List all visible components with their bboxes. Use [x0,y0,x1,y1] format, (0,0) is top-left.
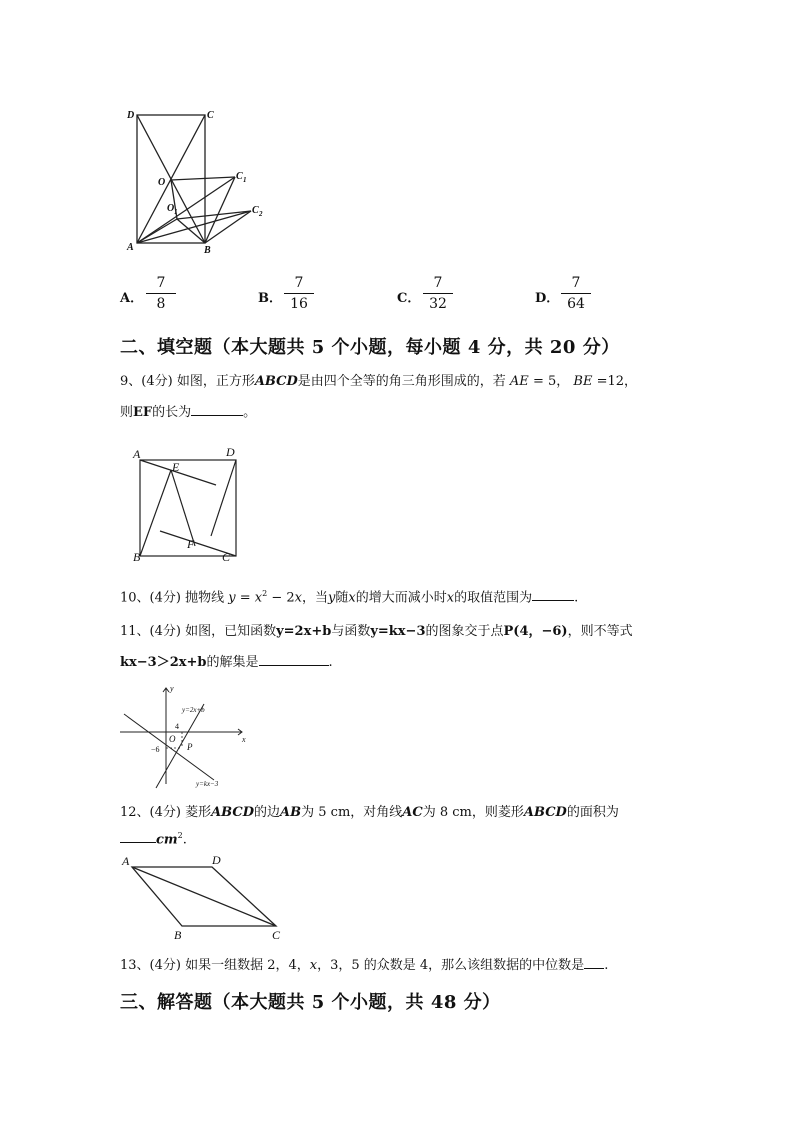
figure-square-four-triangles [130,442,250,564]
q10-text-1: 10、(4分) 抛物线 [120,590,225,606]
label-o1: O [167,203,175,214]
q11-text-5: 的解集是 [206,655,259,670]
q10-text-4: 的增大而减小时 [355,590,447,606]
q9-label-f: F [187,537,195,551]
option-c-label: C． [397,291,421,306]
q9-abcd: ABCD [254,374,298,389]
q10-text-2: ，当 [301,590,328,606]
q12-text-1: 12、(4分) 菱形 [120,805,212,820]
q9-ae: AE [509,374,529,389]
q10-x1: x [254,590,263,606]
label-o1-sub: 1 [174,208,178,216]
q12-text-3: 为 5 cm，对角线 [301,805,403,820]
q9-label-e: E [172,460,180,474]
option-c-fraction [423,274,453,313]
q13-end: . [604,958,609,973]
q9-be-value: =12， [592,374,638,389]
q12-label-a: A [122,854,130,868]
option-d-denominator: 64 [567,296,585,312]
q11-text-4: ，则不等式 [567,624,633,639]
section-2-heading: 二、填空题（本大题共 5 个小题，每小题 4 分，共 20 分） [120,337,620,358]
q10-text-3: 随 [335,590,349,606]
q12-text-2: 的边 [254,805,281,820]
q10-y: y [228,590,236,606]
q10-x3: x [348,590,356,606]
label-o: O [158,177,166,188]
label-d: D [127,110,135,121]
q13-x: x [309,958,318,973]
label-c1-sub: 1 [243,176,247,184]
option-d-label: D． [535,291,560,306]
q12-answer-blank[interactable] [120,829,156,843]
q9-answer-blank[interactable] [191,402,243,416]
q13-answer-blank[interactable] [584,955,604,969]
option-c-numerator: 7 [433,275,443,291]
q10-eq: = [235,590,255,606]
label-a: A [127,242,134,253]
q9-text-2: 是由四个全等的角三角形围成的，若 [297,374,506,389]
q12-end: . [182,832,187,848]
q12-unit: cm [156,832,178,848]
q12-label-c: C [272,928,281,942]
question-12-line-2 [120,826,187,850]
q13-text-1: 13、(4分) 如果一组数据 2，4， [120,958,310,973]
q12-label-d: D [212,853,221,867]
q9-label-a: A [133,447,141,461]
q11-axis-y: y [170,684,174,693]
label-b: B [204,245,211,255]
q11-text-3: 的图象交于点 [425,624,504,639]
q11-line-label-2: y=kx−3 [196,780,219,788]
option-d-fraction [561,274,591,313]
option-b-numerator: 7 [294,275,304,291]
q9-text-5: 。 [243,405,257,420]
q10-text-5: 的取值范围为 [454,590,533,606]
q12-ab: AB [280,805,302,820]
q11-inequality: kx−3＞2x+b [120,655,207,670]
label-c2-sub: 2 [259,210,263,218]
q10-answer-blank[interactable] [532,587,574,601]
q11-point: P(4，−6) [503,624,568,639]
q11-text-1: 11、(4分) 如图，已知函数 [120,624,277,639]
option-a-numerator: 7 [156,275,166,291]
option-a-fraction [146,274,176,313]
option-d-numerator: 7 [571,275,581,291]
q12-ac: AC [402,805,423,820]
q9-label-b: B [133,550,141,564]
q10-y2: y [328,590,336,606]
figure-rhombus [118,850,298,942]
q9-label-c: C [222,550,231,564]
q11-tick-4: 4 [175,722,179,731]
option-b-label: B． [258,291,282,306]
q12-abcd-2: ABCD [523,805,567,820]
q9-text-4: 的长为 [152,405,192,420]
question-10 [120,584,578,608]
q9-be: BE [573,374,593,389]
question-11 [120,622,633,642]
question-11-line-2 [120,652,333,673]
label-c2: C [252,205,259,216]
q10-minus: − 2 [267,590,295,606]
q11-line-label-1: y=2x+b [182,706,205,714]
q10-square: 2 [262,589,268,598]
q10-x4: x [446,590,455,606]
label-c: C [207,110,214,121]
option-b-denominator: 16 [290,296,308,312]
q12-text-4: 为 8 cm，则菱形 [422,805,524,820]
q9-text-1: 9、(4分) 如图，正方形 [120,374,255,389]
question-12 [120,803,619,823]
section-3-heading: 三、解答题（本大题共 5 个小题，共 48 分） [120,992,501,1013]
option-a-denominator: 8 [156,296,166,312]
q12-abcd: ABCD [211,805,255,820]
q11-function-2: y=kx−3 [370,624,426,639]
figure-linear-graphs [118,684,258,796]
q9-ae-value: = 5， [528,374,570,389]
question-9 [120,372,637,392]
label-c1: C [236,171,243,182]
q11-point-p: P [187,742,193,752]
q10-end: . [574,590,579,606]
question-13 [120,955,608,976]
q12-label-b: B [174,928,182,942]
q12-unit-sup: 2 [177,831,183,840]
question-9-line-2 [120,402,256,423]
q9-label-d: D [226,445,235,459]
q11-function-1: y=2x+b [276,624,332,639]
q13-text-2: ，3，5 的众数是 4，那么该组数据的中位数是 [317,958,585,973]
option-a-label: A． [120,291,144,306]
q10-x2: x [294,590,302,606]
q11-answer-blank[interactable] [259,652,329,666]
q9-ef: EF [133,405,153,420]
q11-text-2: 与函数 [331,624,371,639]
q9-text-3: 则 [120,405,134,420]
q11-origin: O [169,734,176,744]
option-c-denominator: 32 [429,296,447,312]
q11-end: . [328,655,333,670]
figure-rectangle-rotation [125,105,285,255]
option-b-fraction [284,274,314,313]
q11-axis-x: x [242,735,246,744]
q12-text-5: 的面积为 [566,805,619,820]
q11-tick-neg6: −6 [151,745,160,754]
